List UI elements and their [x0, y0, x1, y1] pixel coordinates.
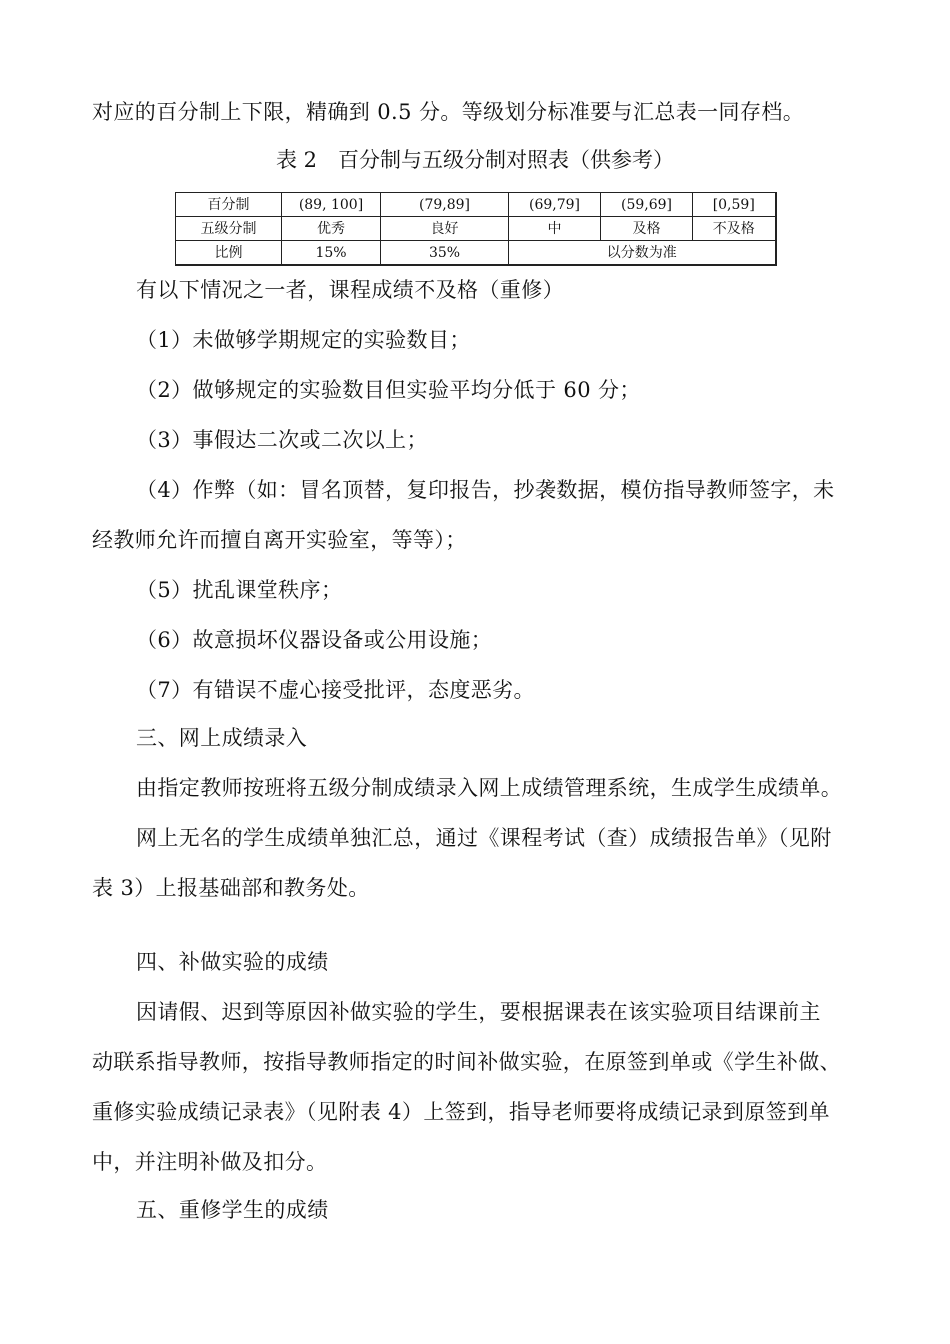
table-cell: 百分制 [176, 193, 282, 217]
table-cell: (79,89] [381, 193, 509, 217]
table-cell: 以分数为准 [509, 241, 776, 266]
table-cell: 五级分制 [176, 217, 282, 241]
section-heading: 三、网上成绩录入 [136, 726, 308, 750]
table-cell: 15% [282, 241, 381, 266]
table-cell: 中 [509, 217, 601, 241]
list-item: （6）故意损坏仪器设备或公用设施； [136, 628, 493, 652]
table-cell: 比例 [176, 241, 282, 266]
table-cell: (59,69] [601, 193, 693, 217]
table-cell: 不及格 [693, 217, 776, 241]
paragraph-line: 由指定教师按班将五级分制成绩录入网上成绩管理系统，生成学生成绩单。 [136, 776, 843, 800]
list-item-continuation: 经教师允许而擅自离开实验室，等等）； [92, 528, 467, 552]
table-row [176, 217, 776, 241]
table-row [176, 193, 776, 217]
table-cell: [0,59] [693, 193, 776, 217]
paragraph-line: 表 3）上报基础部和教务处。 [92, 876, 370, 900]
list-item: （5）扰乱课堂秩序； [136, 578, 343, 602]
table-cell: 优秀 [282, 217, 381, 241]
grade-conversion-table [175, 192, 777, 266]
list-item: （2）做够规定的实验数目但实验平均分低于 60 分； [136, 378, 641, 402]
table-cell: 及格 [601, 217, 693, 241]
list-item: （3）事假达二次或二次以上； [136, 428, 428, 452]
list-item: （7）有错误不虚心接受批评，态度恶劣。 [136, 678, 535, 702]
table-cell: (89, 100] [282, 193, 381, 217]
table-cell: 良好 [381, 217, 509, 241]
table-cell: (69,79] [509, 193, 601, 217]
list-item: （1）未做够学期规定的实验数目； [136, 328, 471, 352]
paragraph-line: 对应的百分制上下限，精确到 0.5 分。等级划分标准要与汇总表一同存档。 [92, 100, 805, 124]
table-row [176, 241, 776, 266]
paragraph-line: 动联系指导教师，按指导教师指定的时间补做实验，在原签到单或《学生补做、 [92, 1050, 841, 1074]
paragraph-line: 因请假、迟到等原因补做实验的学生，要根据课表在该实验项目结课前主 [136, 1000, 821, 1024]
paragraph-line: 中，并注明补做及扣分。 [92, 1150, 328, 1174]
table-caption: 表 2 百分制与五级分制对照表（供参考） [275, 148, 675, 172]
paragraph-line: 重修实验成绩记录表》（见附表 4）上签到，指导老师要将成绩记录到原签到单 [92, 1100, 830, 1124]
list-item: （4）作弊（如：冒名顶替，复印报告，抄袭数据，模仿指导教师签字，未 [136, 478, 835, 502]
paragraph-line: 有以下情况之一者，课程成绩不及格（重修） [136, 278, 564, 302]
section-heading: 四、补做实验的成绩 [136, 950, 329, 974]
paragraph-line: 网上无名的学生成绩单独汇总，通过《课程考试（查）成绩报告单》（见附 [136, 826, 832, 850]
table-cell: 35% [381, 241, 509, 266]
section-heading: 五、重修学生的成绩 [136, 1198, 329, 1222]
